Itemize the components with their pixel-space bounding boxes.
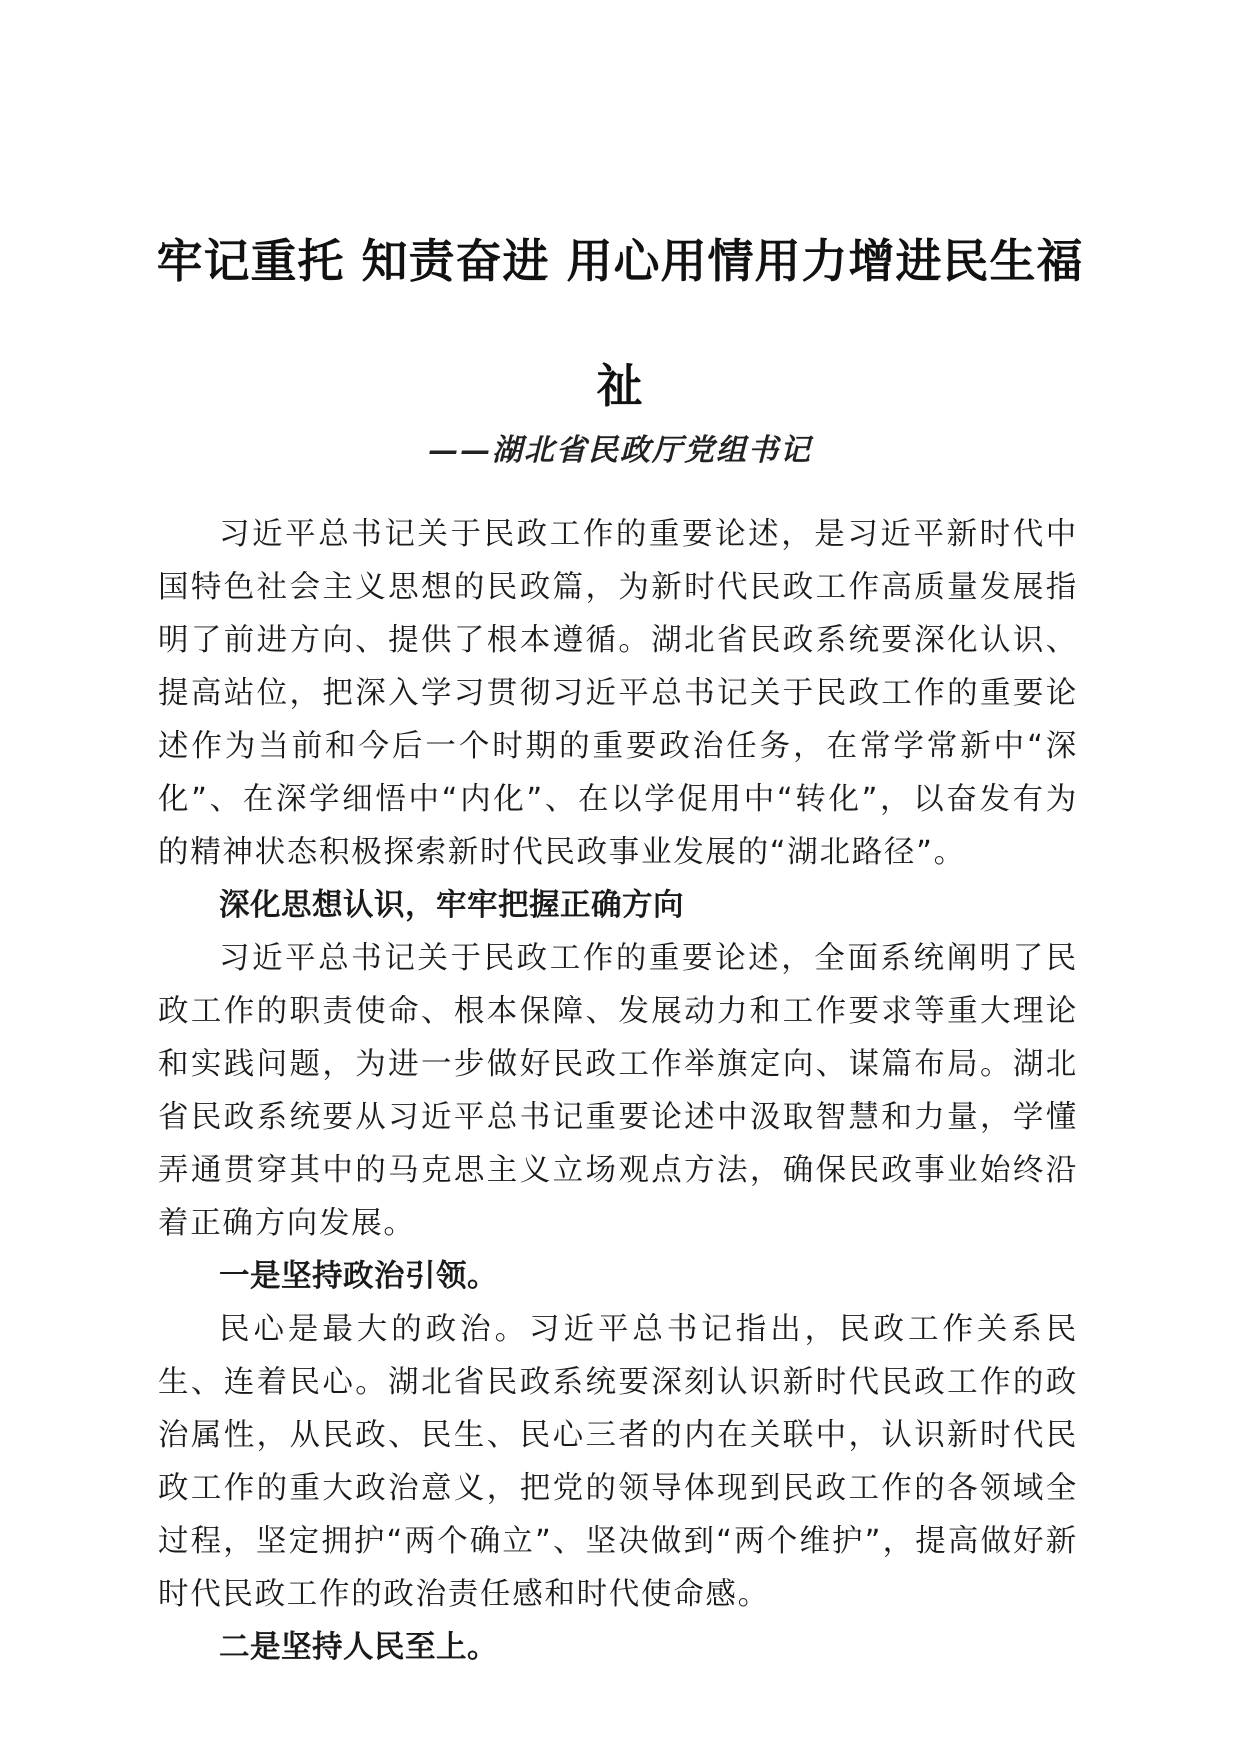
subsection-heading-1: 一是坚持政治引领。: [219, 1259, 498, 1294]
document-subtitle: ——湖北省民政厅党组书记: [428, 433, 812, 468]
paragraph-section-intro: 习近平总书记关于民政工作的重要论述，全面系统阐明了民政工作的职责使命、根本保障、发展动力和工作要求等重大理论和实践问题，为进一步做好民政工作举旗定向、谋篇布局。湖北省民政系统要从习近平总书记重要论述中汲取智慧和力量，学懂弄通贯穿其中的马克思主义立场观点方法，确保民政事业始终沿着正确方向发展。: [158, 941, 1078, 1241]
document-title-line-2: 祉: [596, 359, 644, 413]
section-heading: 深化思想认识，牢牢把握正确方向: [219, 888, 684, 923]
subsection-heading-2: 二是坚持人民至上。: [219, 1630, 498, 1665]
paragraph-intro: 习近平总书记关于民政工作的重要论述，是习近平新时代中国特色社会主义思想的民政篇，为新时代民政工作高质量发展指明了前进方向、提供了根本遵循。湖北省民政系统要深化认识、提高站位，把深入学习贯彻习近平总书记关于民政工作的重要论述作为当前和今后一个时期的重要政治任务，在常学常新中“深化”、在深学细悟中“内化”、在以学促用中“转化”，以奋发有为的精神状态积极探索新时代民政事业发展的“湖北路径”。: [158, 517, 1078, 870]
paragraph-political-guidance: 民心是最大的政治。习近平总书记指出，民政工作关系民生、连着民心。湖北省民政系统要深刻认识新时代民政工作的政治属性，从民政、民生、民心三者的内在关联中，认识新时代民政工作的重大政治意义，把党的领导体现到民政工作的各领域全过程，坚定拥护“两个确立”、坚决做到“两个维护”，提高做好新时代民政工作的政治责任感和时代使命感。: [158, 1312, 1078, 1612]
document-body: [158, 508, 1078, 1674]
document-title-line-1: 牢记重托 知责奋进 用心用情用力增进民生福: [156, 234, 1084, 288]
